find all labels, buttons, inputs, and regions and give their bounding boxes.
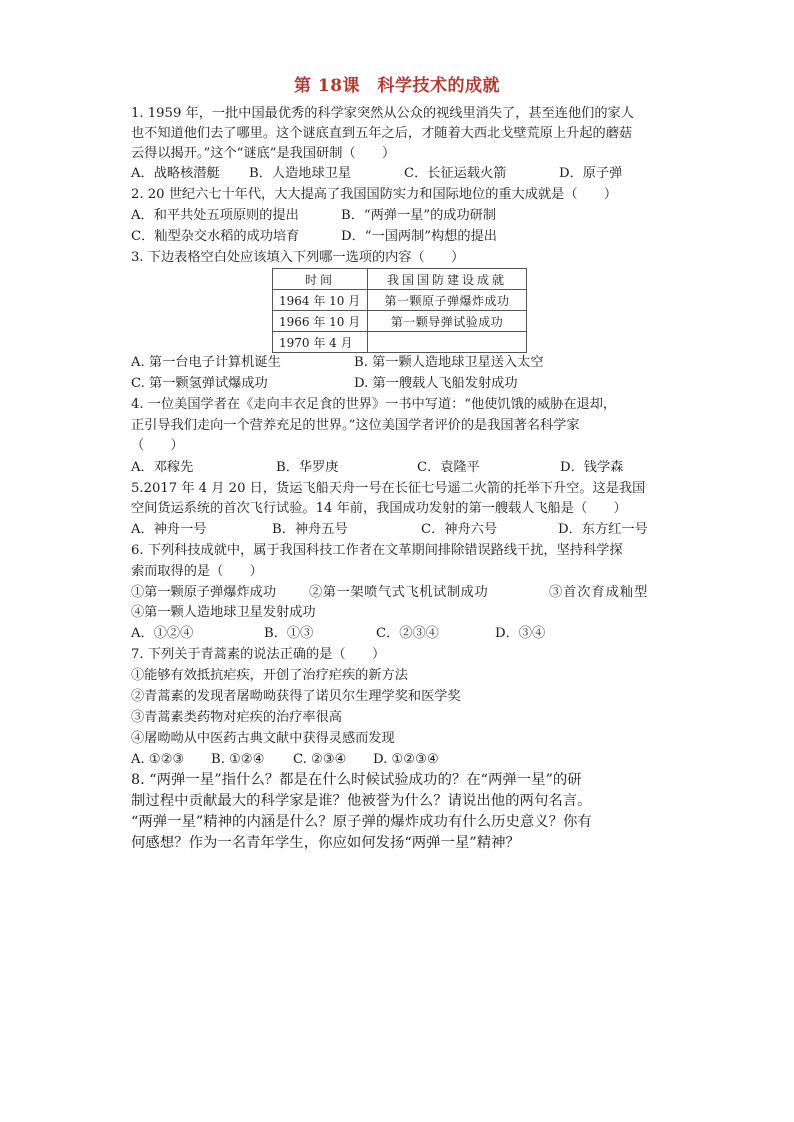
option-b[interactable]: B. 第一颗人造地球卫星送入太空 xyxy=(354,355,544,370)
option-c[interactable]: C．袁隆平 xyxy=(417,460,480,475)
question-1-line-1: 1. 1959 年，一批中国最优秀的科学家突然从公众的视线里消失了，甚至连他们的家人 xyxy=(131,106,634,121)
table-cell-achievement: 第一颗原子弹爆炸成功 xyxy=(368,290,527,311)
question-7-item-3: ③青蒿素类药物对疟疾的治疗率很高 xyxy=(131,710,342,725)
option-c[interactable]: C. ②③④ xyxy=(293,752,347,767)
question-8-line-3: “两弹一星”精神的内涵是什么？原子弹的爆炸成功有什么历史意义？你有 xyxy=(131,814,592,830)
question-7-options xyxy=(131,750,671,770)
question-6-items-row-1 xyxy=(131,583,671,603)
question-2-options-row-1 xyxy=(131,206,671,226)
table-cell-achievement: 第一颗导弹试验成功 xyxy=(368,311,527,332)
option-a[interactable]: A．①②④ xyxy=(131,626,194,641)
question-1-line-2: 也不知道他们去了哪里。这个谜底直到五年之后，才随着大西北戈壁荒原上升起的蘑菇 xyxy=(131,126,633,141)
question-5-options xyxy=(131,520,671,540)
question-4-line-2: 正引导我们走向一个营养充足的世界。”这位美国学者评价的是我国著名科学家 xyxy=(131,418,580,433)
option-c[interactable]: C．籼型杂交水稻的成功培育 xyxy=(131,229,300,244)
table-row xyxy=(273,311,527,332)
table-header-time: 时间 xyxy=(273,269,368,290)
table-cell-time: 1964 年 10 月 xyxy=(273,290,368,311)
question-3-options-row-2 xyxy=(131,374,671,394)
option-b[interactable]: B. ①②④ xyxy=(211,752,265,767)
table-header-row xyxy=(273,269,527,290)
option-c[interactable]: C．长征运载火箭 xyxy=(404,166,507,181)
option-b[interactable]: B．①③ xyxy=(264,626,314,641)
option-a[interactable]: A．战略核潜艇 xyxy=(131,166,220,181)
question-7-item-1: ①能够有效抵抗疟疾，开创了治疗疟疾的新方法 xyxy=(131,668,408,683)
table-header-achievement: 我国国防建设成就 xyxy=(368,269,527,290)
question-4-line-3: （ ） xyxy=(131,438,184,453)
question-8-line-4: 何感想？作为一名青年学生，你应如何发扬“两弹一星”精神？ xyxy=(131,835,520,851)
question-5-line-2: 空间货运系统的首次飞行试验。14 年前，我国成功发射的第一艘载人飞船是（ ） xyxy=(131,501,627,516)
option-b[interactable]: B．人造地球卫星 xyxy=(249,166,352,181)
option-b[interactable]: B．神舟五号 xyxy=(272,522,348,537)
table-cell-blank xyxy=(368,332,527,353)
option-a[interactable]: A. 第一台电子计算机诞生 xyxy=(131,355,281,370)
question-2-options-row-2 xyxy=(131,227,671,247)
option-d[interactable]: D．③④ xyxy=(495,626,546,641)
table-cell-time: 1966 年 10 月 xyxy=(273,311,368,332)
option-a[interactable]: A．邓稼先 xyxy=(131,460,194,475)
question-4-options xyxy=(131,458,671,478)
option-d[interactable]: D. ①②③④ xyxy=(373,752,439,767)
question-7-stem: 7. 下列关于青蒿素的说法正确的是（ ） xyxy=(131,647,386,662)
question-4-line-1: 4. 一位美国学者在《走向丰衣足食的世界》一书中写道：“他使饥饿的威胁在退却， xyxy=(131,397,617,412)
question-6-line-1: 6. 下列科技成就中，属于我国科技工作者在文革期间排除错误路线干扰，坚持科学探 xyxy=(131,543,623,558)
option-c[interactable]: C．②③④ xyxy=(376,626,439,641)
question-1-options xyxy=(131,164,671,184)
option-a[interactable]: A. ①②③ xyxy=(131,752,185,767)
question-6-options xyxy=(131,624,671,644)
option-b[interactable]: B．“两弹一星”的成功研制 xyxy=(341,208,497,223)
option-c[interactable]: C. 第一颗氢弹试爆成功 xyxy=(131,376,268,391)
option-c[interactable]: C．神舟六号 xyxy=(421,522,498,537)
option-a[interactable]: A．神舟一号 xyxy=(131,522,207,537)
option-d[interactable]: D. 第一艘载人飞船发射成功 xyxy=(354,376,518,391)
option-b[interactable]: B．华罗庚 xyxy=(276,460,339,475)
table-row xyxy=(273,290,527,311)
table-row xyxy=(273,332,527,353)
option-a[interactable]: A．和平共处五项原则的提出 xyxy=(131,208,299,223)
question-8-line-1: 8. “两弹一星”指什么？都是在什么时候试验成功的？在“两弹一星”的研 xyxy=(131,772,582,788)
option-d[interactable]: D．钱学森 xyxy=(560,460,624,475)
table-cell-time: 1970 年 4 月 xyxy=(273,332,368,353)
question-6-line-2: 索而取得的是（ ） xyxy=(131,564,263,579)
question-1-line-3: 云得以揭开。”这个“谜底”是我国研制（ ） xyxy=(131,146,396,161)
item-3: ③首次育成籼型 xyxy=(549,585,649,600)
option-d[interactable]: D．“一国两制”构想的提出 xyxy=(341,229,497,244)
question-2-stem: 2. 20 世纪六七十年代，大大提高了我国国防实力和国际地位的重大成就是（ ） xyxy=(131,187,618,202)
question-5-line-1: 5.2017 年 4 月 20 日，货运飞船天舟一号在长征七号遥二火箭的托举下升空。这是我国 xyxy=(131,481,646,496)
question-6-item-4: ④第一颗人造地球卫星发射成功 xyxy=(131,605,316,620)
question-7-item-2: ②青蒿素的发现者屠呦呦获得了诺贝尔生理学奖和医学奖 xyxy=(131,689,461,704)
item-1: ①第一颗原子弹爆炸成功 xyxy=(131,585,277,600)
item-2: ②第一架喷气式飞机试制成功 xyxy=(309,585,489,600)
option-d[interactable]: D．东方红一号 xyxy=(558,522,648,537)
question-8-line-2: 制过程中贡献最大的科学家是谁？他被誉为什么？请说出他的两句名言。 xyxy=(131,793,592,809)
option-d[interactable]: D．原子弹 xyxy=(559,166,623,181)
question-7-item-4: ④屠呦呦从中医药古典文献中获得灵感而发现 xyxy=(131,731,395,746)
question-3-options-row-1 xyxy=(131,353,671,373)
page-title: 第 18课 科学技术的成就 xyxy=(293,76,501,96)
question-3-stem: 3. 下边表格空白处应该填入下列哪一选项的内容（ ） xyxy=(131,250,465,265)
defense-achievements-table xyxy=(272,268,527,353)
